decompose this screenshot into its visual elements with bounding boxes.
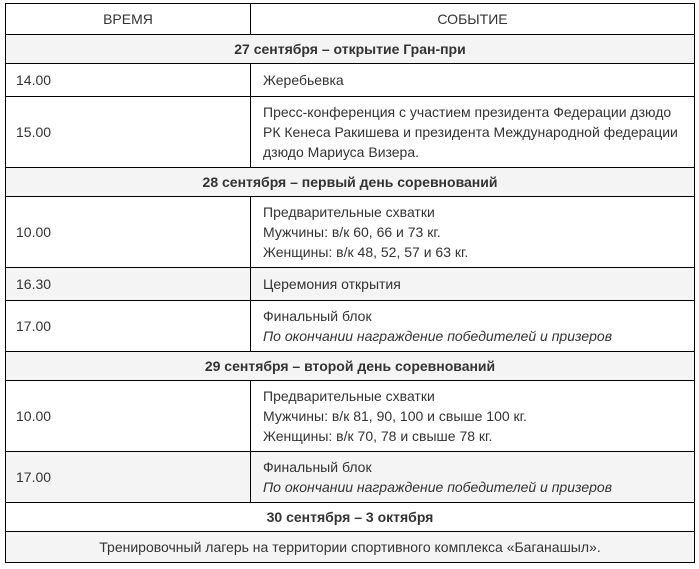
event-cell: [251, 197, 695, 268]
event-line: Финальный блок: [263, 459, 372, 475]
section-row: [6, 352, 695, 381]
schedule-table-header: [6, 4, 695, 35]
event-row: [6, 97, 695, 168]
event-line: Женщины: в/к 48, 52, 57 и 63 кг.: [263, 244, 469, 260]
event-line: Женщины: в/к 70, 78 и свыше 78 кг.: [263, 428, 493, 444]
section-row: [6, 168, 695, 197]
section-title: 29 сентября – второй день соревнований: [6, 352, 695, 381]
section-row: [6, 35, 695, 64]
schedule-table: [5, 3, 695, 563]
time-cell: 15.00: [6, 97, 251, 168]
note-text: Тренировочный лагерь на территории спортивного комплекса «Баганашыл».: [6, 532, 695, 563]
event-line: Предварительные схватки: [263, 388, 435, 404]
event-cell: [251, 381, 695, 452]
time-cell: 17.00: [6, 452, 251, 503]
time-cell: 14.00: [6, 64, 251, 97]
section-row: [6, 503, 695, 532]
column-header-time: ВРЕМЯ: [6, 4, 251, 35]
time-cell: 10.00: [6, 381, 251, 452]
event-row: [6, 381, 695, 452]
event-row: [6, 268, 695, 301]
schedule-table-body: [6, 35, 695, 563]
event-row: [6, 197, 695, 268]
section-title: 30 сентября – 3 октября: [6, 503, 695, 532]
event-line: Жеребьевка: [263, 72, 344, 88]
event-row: [6, 64, 695, 97]
event-line: Мужчины: в/к 60, 66 и 73 кг.: [263, 224, 441, 240]
event-cell: [251, 452, 695, 503]
event-line: Финальный блок: [263, 308, 372, 324]
event-cell: [251, 301, 695, 352]
time-cell: 17.00: [6, 301, 251, 352]
event-cell: [251, 64, 695, 97]
time-cell: 10.00: [6, 197, 251, 268]
column-header-event: СОБЫТИЕ: [251, 4, 695, 35]
header-row: [6, 4, 695, 35]
section-title: 27 сентября – открытие Гран-при: [6, 35, 695, 64]
event-line: Предварительные схватки: [263, 204, 435, 220]
section-title: 28 сентября – первый день соревнований: [6, 168, 695, 197]
note-row: [6, 532, 695, 563]
event-line: Церемония открытия: [263, 276, 401, 292]
time-cell: 16.30: [6, 268, 251, 301]
event-line: По окончании награждение победителей и призеров: [263, 328, 613, 344]
event-cell: [251, 97, 695, 168]
event-line: Мужчины: в/к 81, 90, 100 и свыше 100 кг.: [263, 408, 527, 424]
event-line: Пресс-конференция с участием президента Федерации дзюдо РК Кенеса Ракишева и президента Международной федерации дзюдо Мариуса Визера.: [263, 104, 678, 160]
event-row: [6, 452, 695, 503]
event-line: По окончании награждение победителей и призеров: [263, 479, 613, 495]
event-cell: [251, 268, 695, 301]
event-row: [6, 301, 695, 352]
